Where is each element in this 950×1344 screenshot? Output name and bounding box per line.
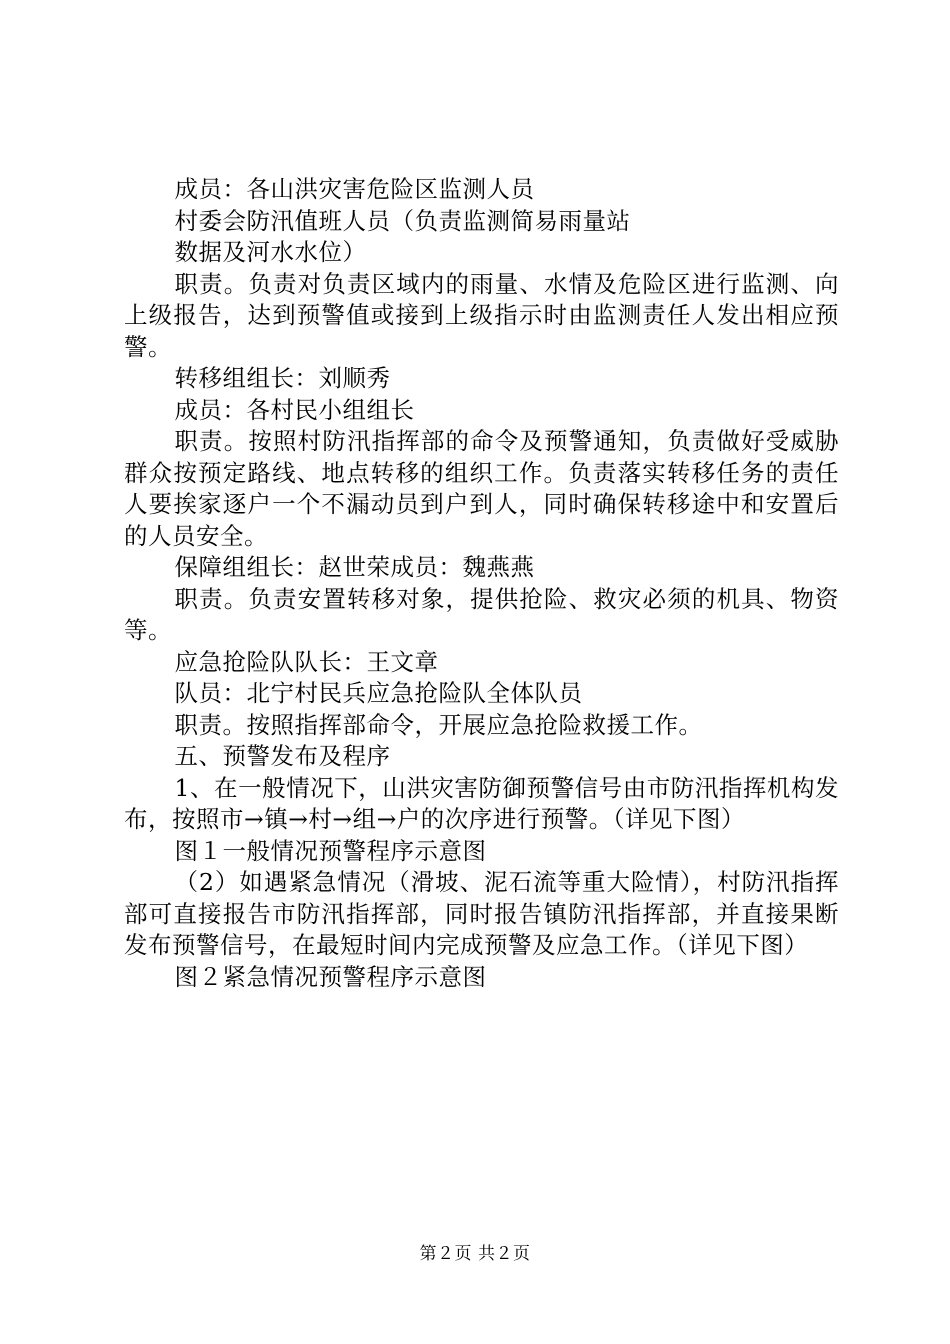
paragraph-monitor-members: 成员：各山洪灾害危险区监测人员 xyxy=(174,175,535,203)
section-heading-warning: 五、预警发布及程序 xyxy=(174,742,391,770)
paragraph-rescue-duty: 职责。按照指挥部命令，开展应急抢险救援工作。 xyxy=(174,710,703,739)
paragraph-transfer-duty: 职责。按照村防汛指挥部的命令及预警通知，负责做好受威胁群众按预定路线、地点转移的组织工作。负责落实转移任务的责任人要挨家逐户一个不漏动员到户到人，同时确保转移途中和安置后的人员安全。 xyxy=(124,427,839,550)
figure-caption-2: 图２紧急情况预警程序示意图 xyxy=(174,962,487,991)
paragraph-support-duty: 职责。负责安置转移对象，提供抢险、救灾必须的机具、物资等。 xyxy=(124,584,839,644)
paragraph-rescue-members: 队员：北宁村民兵应急抢险队全体队员 xyxy=(174,679,583,707)
paragraph-rescue-leader: 应急抢险队队长：王文章 xyxy=(174,647,439,676)
page-number-footer: 第２页 共２页 xyxy=(419,1244,531,1264)
paragraph-support-group: 保障组组长：赵世荣成员：魏燕燕 xyxy=(174,553,535,581)
paragraph-general-warning: 1、在一般情况下，山洪灾害防御预警信号由市防汛指挥机构发布，按照市→镇→村→组→户的次序进行预警。（详见下图） xyxy=(124,773,839,833)
paragraph-emergency-warning: （2）如遇紧急情况（滑坡、泥石流等重大险情），村防汛指挥部可直接报告市防汛指挥部，同时报告镇防汛指挥部，并直接果断发布预警信号，在最短时间内完成预警及应急工作。（详见下图） xyxy=(124,868,839,959)
paragraph-transfer-members: 成员：各村民小组组长 xyxy=(174,395,415,424)
paragraph-duty-staff-cont: 数据及河水水位） xyxy=(174,238,367,266)
paragraph-transfer-leader: 转移组组长：刘顺秀 xyxy=(174,364,391,392)
document-body xyxy=(124,174,839,993)
figure-caption-1: 图１一般情况预警程序示意图 xyxy=(174,836,487,865)
paragraph-duty-staff: 村委会防汛值班人员（负责监测简易雨量站 xyxy=(174,206,631,235)
paragraph-monitor-duty: 职责。负责对负责区域内的雨量、水情及危险区进行监测、向上级报告，达到预警值或接到上级指示时由监测责任人发出相应预警。 xyxy=(124,269,839,361)
